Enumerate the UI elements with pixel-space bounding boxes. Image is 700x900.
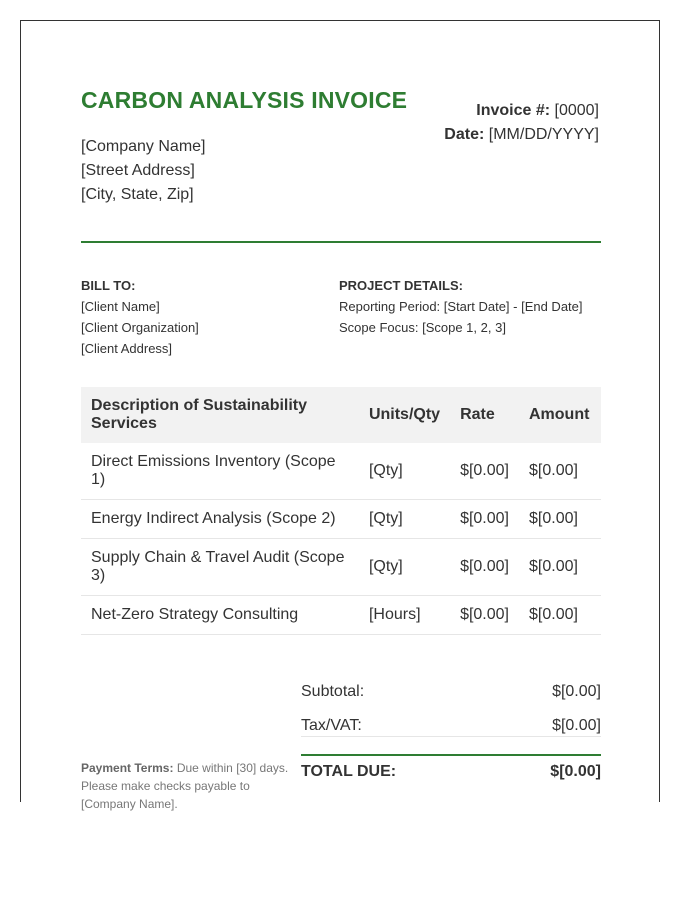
bill-to-heading: BILL TO: xyxy=(81,278,136,293)
invoice-date xyxy=(444,123,599,147)
company-street: [Street Address] xyxy=(81,162,195,179)
header-qty: Units/Qty xyxy=(359,387,450,443)
invoice-meta xyxy=(444,99,599,147)
table-header-row xyxy=(81,387,601,443)
row-rate: $[0.00] xyxy=(450,443,519,500)
payment-terms-label: Payment Terms: xyxy=(81,761,174,775)
bill-to-line: [Client Organization] xyxy=(81,320,199,335)
company-name: [Company Name] xyxy=(81,138,206,155)
tax-divider xyxy=(301,736,601,737)
row-qty: [Qty] xyxy=(359,539,450,596)
company-city: [City, State, Zip] xyxy=(81,186,194,203)
company-info xyxy=(81,135,206,207)
project-details-line: Scope Focus: [Scope 1, 2, 3] xyxy=(339,320,506,335)
subtotal-row xyxy=(301,683,601,703)
row-rate: $[0.00] xyxy=(450,596,519,635)
invoice-title: CARBON ANALYSIS INVOICE xyxy=(81,87,408,113)
row-description: Energy Indirect Analysis (Scope 2) xyxy=(81,500,359,539)
invoice-number-value: [0000] xyxy=(554,102,599,119)
payment-terms xyxy=(81,759,296,813)
row-description: Direct Emissions Inventory (Scope 1) xyxy=(81,443,359,500)
header-amount: Amount xyxy=(519,387,601,443)
bill-to-line: [Client Address] xyxy=(81,341,173,356)
row-qty: [Qty] xyxy=(359,443,450,500)
row-description: Supply Chain & Travel Audit (Scope 3) xyxy=(81,539,359,596)
total-due-label: TOTAL DUE: xyxy=(301,763,397,780)
total-due-value: $[0.00] xyxy=(550,763,601,780)
invoice-date-value: [MM/DD/YYYY] xyxy=(488,126,599,143)
invoice-number-label: Invoice #: xyxy=(476,102,551,119)
project-details-section xyxy=(339,275,583,338)
invoice-sheet xyxy=(20,20,660,811)
tax-value: $[0.00] xyxy=(552,717,601,734)
table-row xyxy=(81,500,601,539)
table-row xyxy=(81,539,601,596)
row-description: Net-Zero Strategy Consulting xyxy=(81,596,359,635)
invoice-date-label: Date: xyxy=(444,126,485,143)
bill-to-section xyxy=(81,275,199,359)
project-details-heading: PROJECT DETAILS: xyxy=(339,278,463,293)
payment-terms-text: Due within [30] days. Please make checks payable to [Company Name]. xyxy=(81,761,289,811)
header-description: Description of Sustainability Services xyxy=(81,387,359,443)
invoice-number xyxy=(444,99,599,123)
project-details-line: Reporting Period: [Start Date] - [End Date] xyxy=(339,299,583,314)
row-rate: $[0.00] xyxy=(450,500,519,539)
row-amount: $[0.00] xyxy=(519,596,601,635)
tax-label: Tax/VAT: xyxy=(301,717,362,734)
row-amount: $[0.00] xyxy=(519,443,601,500)
table-row xyxy=(81,596,601,635)
tax-row xyxy=(301,717,601,737)
subtotal-value: $[0.00] xyxy=(552,683,601,700)
row-rate: $[0.00] xyxy=(450,539,519,596)
services-table xyxy=(81,387,601,635)
total-divider xyxy=(301,754,601,756)
total-due-row xyxy=(301,763,601,783)
row-qty: [Hours] xyxy=(359,596,450,635)
row-amount: $[0.00] xyxy=(519,539,601,596)
header-rate: Rate xyxy=(450,387,519,443)
header-divider xyxy=(81,241,601,243)
table-row xyxy=(81,443,601,500)
bill-to-line: [Client Name] xyxy=(81,299,160,314)
row-qty: [Qty] xyxy=(359,500,450,539)
row-amount: $[0.00] xyxy=(519,500,601,539)
subtotal-label: Subtotal: xyxy=(301,683,365,700)
